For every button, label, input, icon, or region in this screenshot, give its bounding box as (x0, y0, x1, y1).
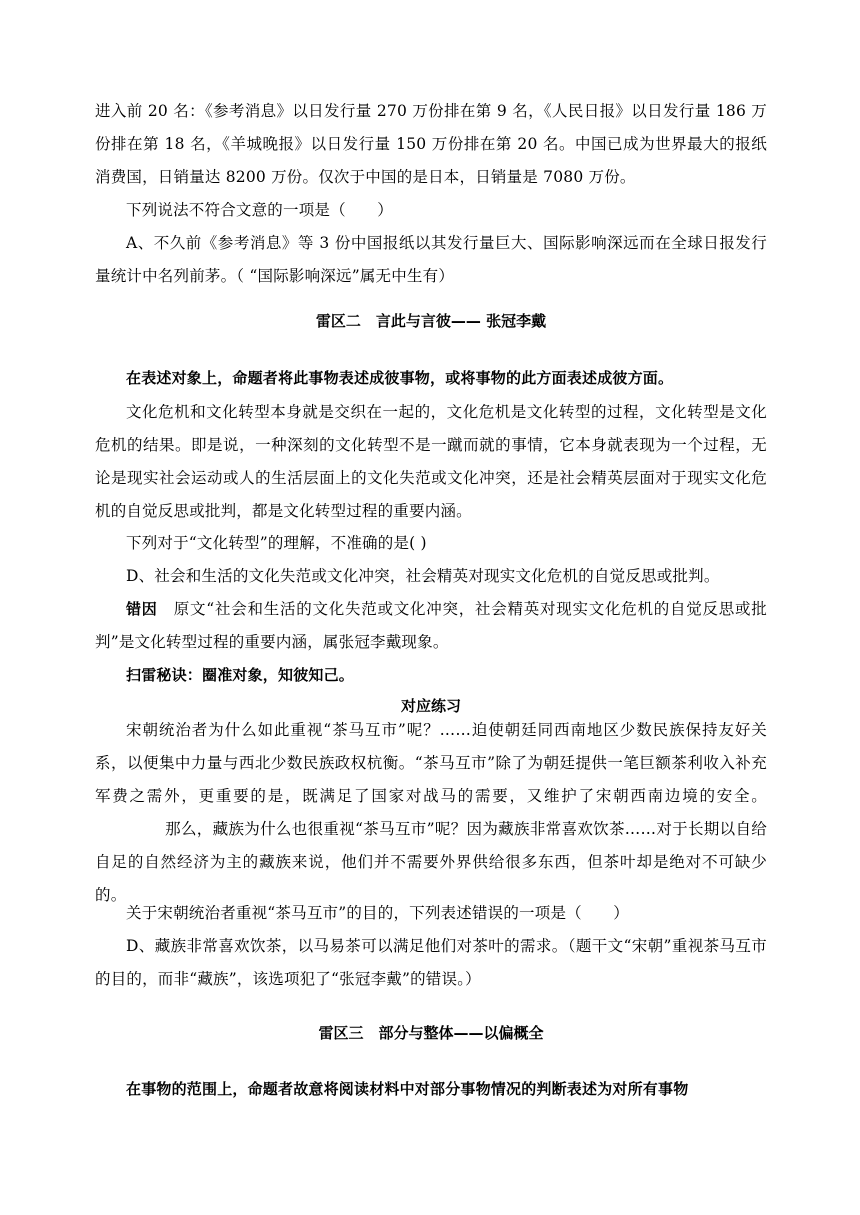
paragraph-tea-horse (95, 714, 767, 912)
paragraph-tea-horse-part2: 那么，藏族为什么也很重视“茶马互市”呢？因为藏族非常喜欢饮茶……对于长期以自给自足的自然经济为主的藏族来说，他们并不需要外界供给很多东西，但茶叶却是绝对不可缺少的。 (95, 820, 767, 904)
answer-d-3: D、藏族非常喜欢饮茶，以马易茶可以满足他们对茶叶的需求。（题干文“宋朝”重视茶马互市的目的，而非“藏族”，该选项犯了“张冠李戴”的错误。） (95, 937, 767, 988)
section-heading-2: 雷区二 言此与言彼—— 张冠李戴 (315, 312, 547, 330)
answer-a: A、不久前《参考消息》等 3 份中国报纸以其发行量巨大、国际影响深远而在全球日报发行量统计中名列前茅。（ “国际影响深远”属无中生有） (95, 234, 767, 285)
section-heading-3: 雷区三 部分与整体——以偏概全 (318, 1024, 544, 1042)
practice-heading: 对应练习 (400, 697, 461, 715)
error-explanation (95, 593, 767, 659)
question-1: 下列说法不符合文意的一项是（ ） (126, 201, 393, 219)
question-3: 关于宋朝统治者重视“茶马互市”的目的，下列表述错误的一项是（ ） (126, 904, 629, 922)
answer-d-2: D、社会和生活的文化失范或文化冲突，社会精英对现实文化危机的自觉反思或批判。 (126, 567, 720, 585)
question-2: 下列对于“文化转型”的理解，不准确的是( ) (126, 534, 427, 552)
paragraph-newspaper-stats: 进入前 20 名：《参考消息》以日发行量 270 万份排在第 9 名，《人民日报》以日发行量 186 万份排在第 18 名，《羊城晚报》以日发行量 150 万份排在第 20 名。中国已成为世界最大的报纸消费国，日销量达 8200 万份。仅次于中国的是日本，日销量是 7080 万份。 (95, 102, 767, 186)
error-label: 错因 (126, 600, 158, 618)
section-2-lead: 在表述对象上，命题者将此事物表述成彼事物，或将事物的此方面表述成彼方面。 (126, 369, 674, 387)
paragraph-culture: 文化危机和文化转型本身就是交织在一起的，文化危机是文化转型的过程，文化转型是文化危机的结果。即是说，一种深刻的文化转型不是一蹴而就的事情，它本身就表现为一个过程，无论是现实社会运动或人的生活层面上的文化失范或文化冲突，还是社会精英层面对于现实文化危机的自觉反思或批判，都是文化转型过程的重要内涵。 (95, 403, 767, 520)
paragraph-tea-horse-part1: 宋朝统治者为什么如此重视“茶马互市”呢？……迫使朝廷同西南地区少数民族保持友好关系，以便集中力量与西北少数民族政权杭衡。“茶马互市”除了为朝廷提供一笔巨额茶利收入补充军费之需外，更重要的是，既满足了国家对战马的需要，又维护了宋朝西南边境的安全。 (95, 721, 767, 805)
error-text: 原文“社会和生活的文化失范或文化冲突，社会精英对现实文化危机的自觉反思或批判”是文化转型过程的重要内涵，属张冠李戴现象。 (95, 600, 767, 651)
section-3-lead: 在事物的范围上，命题者故意将阅读材料中对部分事物情况的判断表述为对所有事物 (126, 1080, 689, 1098)
tip-line: 扫雷秘诀：圈准对象，知彼知己。 (126, 666, 355, 684)
